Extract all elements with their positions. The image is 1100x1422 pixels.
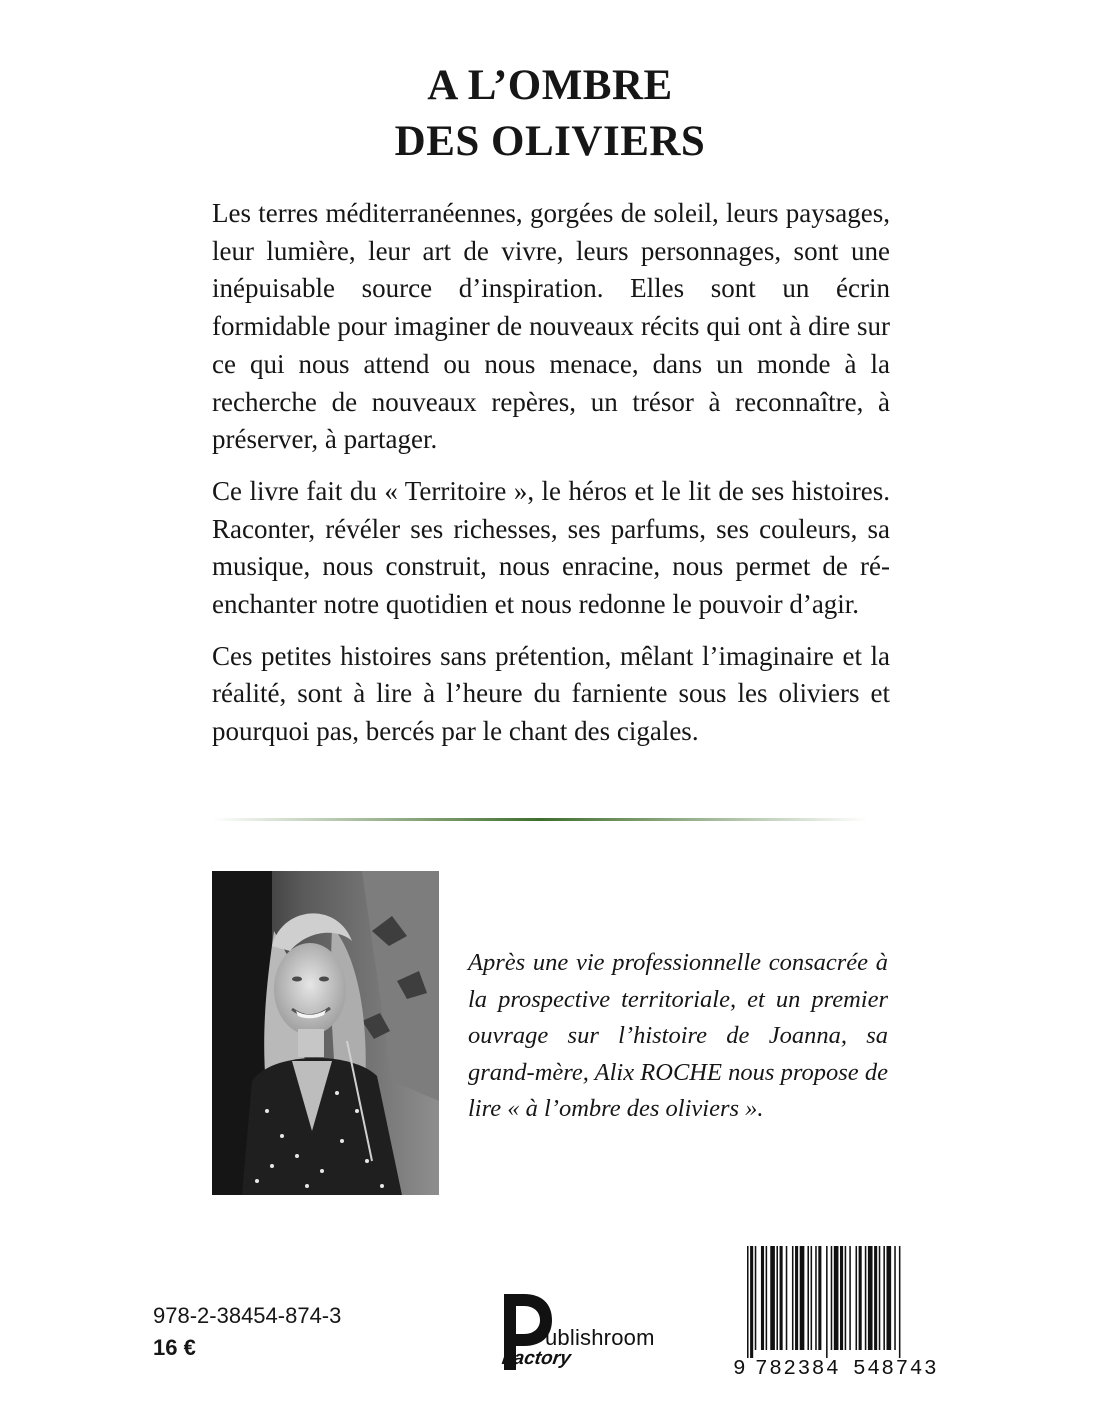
barcode-bar (894, 1246, 896, 1350)
barcode-bar (780, 1246, 783, 1350)
barcode-bar (755, 1246, 757, 1350)
barcode-bar (800, 1246, 805, 1350)
barcode-bar (795, 1246, 798, 1350)
barcode-digits (733, 1358, 948, 1382)
barcode-bar (899, 1246, 901, 1358)
publisher-name-line-1: ublishroom (545, 1325, 655, 1350)
barcode-bar (811, 1246, 813, 1350)
barcode-bar (865, 1246, 867, 1350)
author-bio: Après une vie professionnelle consacrée à la prospective territoriale, et un premier ouvrage sur l’histoire de Joanna, sa grand-mère, Alix ROCHE nous propose de lire « à l’ombre des oliviers ». (468, 949, 888, 1122)
barcode-bar (815, 1246, 817, 1350)
publisher-name-line-2: Factory (500, 1348, 573, 1369)
barcode-bar (818, 1246, 821, 1350)
barcode-bar (776, 1246, 778, 1350)
blurb-paragraph-2: Ce livre fait du « Territoire », le héros et le lit de ses histoires. Raconter, révéler ses richesses, ses parfums, ses couleurs, sa musique, nous construit, nous enracine, nous permet de ré-enchanter notre quotidien et nous redonne le pouvoir d’agir. (212, 475, 890, 620)
barcode-bar (849, 1246, 851, 1350)
title-line-1: A L’OMBRE (427, 62, 673, 109)
barcode-bar (868, 1246, 873, 1350)
barcode-bar (840, 1246, 843, 1350)
barcode-bar (834, 1246, 839, 1350)
barcode-bar (747, 1246, 749, 1358)
author-photo (212, 871, 439, 1195)
barcode-bar (831, 1246, 833, 1350)
price-label: 16 € (153, 1335, 196, 1360)
barcode-bar (792, 1246, 794, 1350)
barcode-right-digits: 548743 (853, 1358, 939, 1381)
barcode-bar (845, 1246, 847, 1350)
book-title (0, 58, 1100, 170)
isbn-number: 978-2-38454-874-3 (153, 1303, 342, 1328)
blurb-paragraph-1: Les terres méditerranéennes, gorgées de soleil, leurs paysages, leur lumière, leur art de vivre, leurs personnages, sont une inépuisable source d’inspiration. Elles sont un écrin formidable pour imaginer de nouveaux récits qui ont à dire sur ce qui nous attend ou nous menace, dans un monde à la recherche de nouveaux repères, un trésor à reconnaître, à préserver, à partager. (212, 198, 890, 455)
barcode-bar (770, 1246, 775, 1350)
barcode-first-digit: 9 (733, 1358, 748, 1381)
barcode-bar (807, 1246, 809, 1350)
barcode-bar (786, 1246, 788, 1350)
barcode-bar (766, 1246, 768, 1350)
barcode-left-digits: 782384 (755, 1358, 841, 1381)
publisher-logo (500, 1290, 680, 1380)
barcode-bar (883, 1246, 885, 1350)
barcode-bar (874, 1246, 877, 1350)
decorative-divider (212, 818, 868, 821)
barcode-bar (887, 1246, 892, 1350)
publisher-name-line-2-text: actory (512, 1348, 573, 1369)
barcode-bar (750, 1246, 753, 1358)
blurb-paragraph-3: Ces petites histoires sans prétention, mêlant l’imaginaire et la réalité, sont à lire à l’heure du farniente sous les oliviers et pourquoi pas, bercés par le chant des cigales. (212, 640, 890, 747)
barcode-bar (826, 1246, 828, 1358)
barcode-bar (859, 1246, 862, 1350)
barcode-bar (761, 1246, 764, 1350)
barcode-bar (856, 1246, 858, 1350)
book-blurb (212, 195, 890, 765)
title-line-2: DES OLIVIERS (394, 118, 706, 165)
isbn-barcode (733, 1246, 948, 1382)
barcode-bar (879, 1246, 881, 1350)
